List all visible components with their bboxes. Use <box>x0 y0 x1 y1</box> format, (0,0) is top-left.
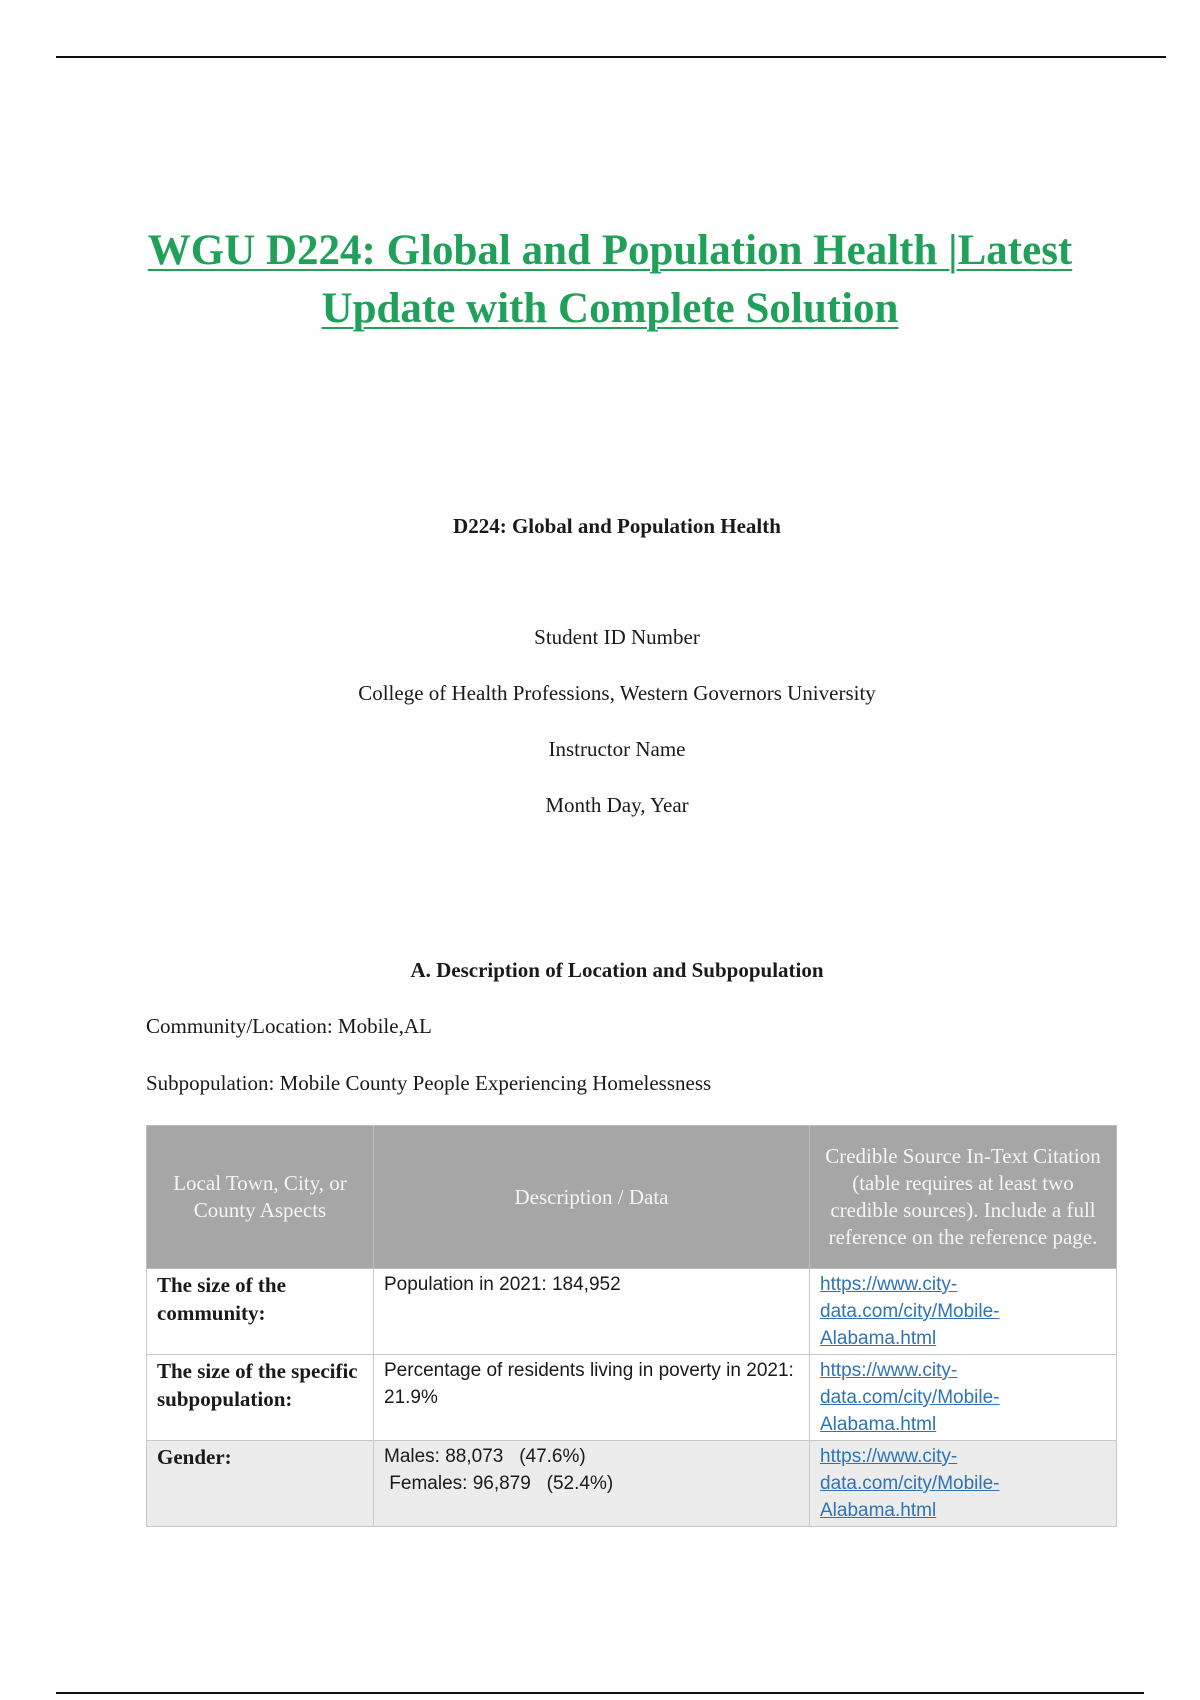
student-id-line: Student ID Number <box>534 625 700 649</box>
header-aspects: Local Town, City, or County Aspects <box>147 1126 374 1269</box>
row-source <box>810 1355 1117 1441</box>
date-line: Month Day, Year <box>545 793 689 817</box>
row-aspect: The size of the community: <box>147 1269 374 1355</box>
row-description: Males: 88,073 (47.6%) Females: 96,879 (52.4%) <box>374 1441 810 1527</box>
bottom-rule <box>56 1692 1144 1694</box>
table-row <box>147 1441 1117 1527</box>
table-row <box>147 1355 1117 1441</box>
source-link[interactable]: https://www.city-data.com/city/Mobile-Alabama.html <box>820 1360 1000 1435</box>
row-aspect: The size of the specific subpopulation: <box>147 1355 374 1441</box>
table-row <box>147 1269 1117 1355</box>
document-title: WGU D224: Global and Population Health |Latest Update with Complete Solution <box>147 227 1073 332</box>
row-description: Population in 2021: 184,952 <box>374 1269 810 1355</box>
instructor-line: Instructor Name <box>548 737 686 761</box>
source-link[interactable]: https://www.city-data.com/city/Mobile-Alabama.html <box>820 1274 1000 1349</box>
college-line: College of Health Professions, Western Governors University <box>358 681 876 705</box>
section-heading: A. Description of Location and Subpopulation <box>410 958 824 982</box>
source-link[interactable]: https://www.city-data.com/city/Mobile-Alabama.html <box>820 1446 1000 1521</box>
header-source: Credible Source In-Text Citation (table requires at least two credible sources). Include a full reference on the reference page. <box>810 1126 1117 1269</box>
subpopulation-line: Subpopulation: Mobile County People Experiencing Homelessness <box>146 1071 712 1095</box>
header-description: Description / Data <box>374 1126 810 1269</box>
row-source <box>810 1441 1117 1527</box>
community-location-line: Community/Location: Mobile,AL <box>146 1014 432 1038</box>
row-description: Percentage of residents living in poverty in 2021: 21.9% <box>374 1355 810 1441</box>
top-rule <box>56 56 1166 58</box>
table-header-row <box>147 1126 1117 1269</box>
row-source <box>810 1269 1117 1355</box>
aspects-table <box>146 1125 1117 1527</box>
row-aspect: Gender: <box>147 1441 374 1527</box>
course-subtitle: D224: Global and Population Health <box>453 514 781 538</box>
